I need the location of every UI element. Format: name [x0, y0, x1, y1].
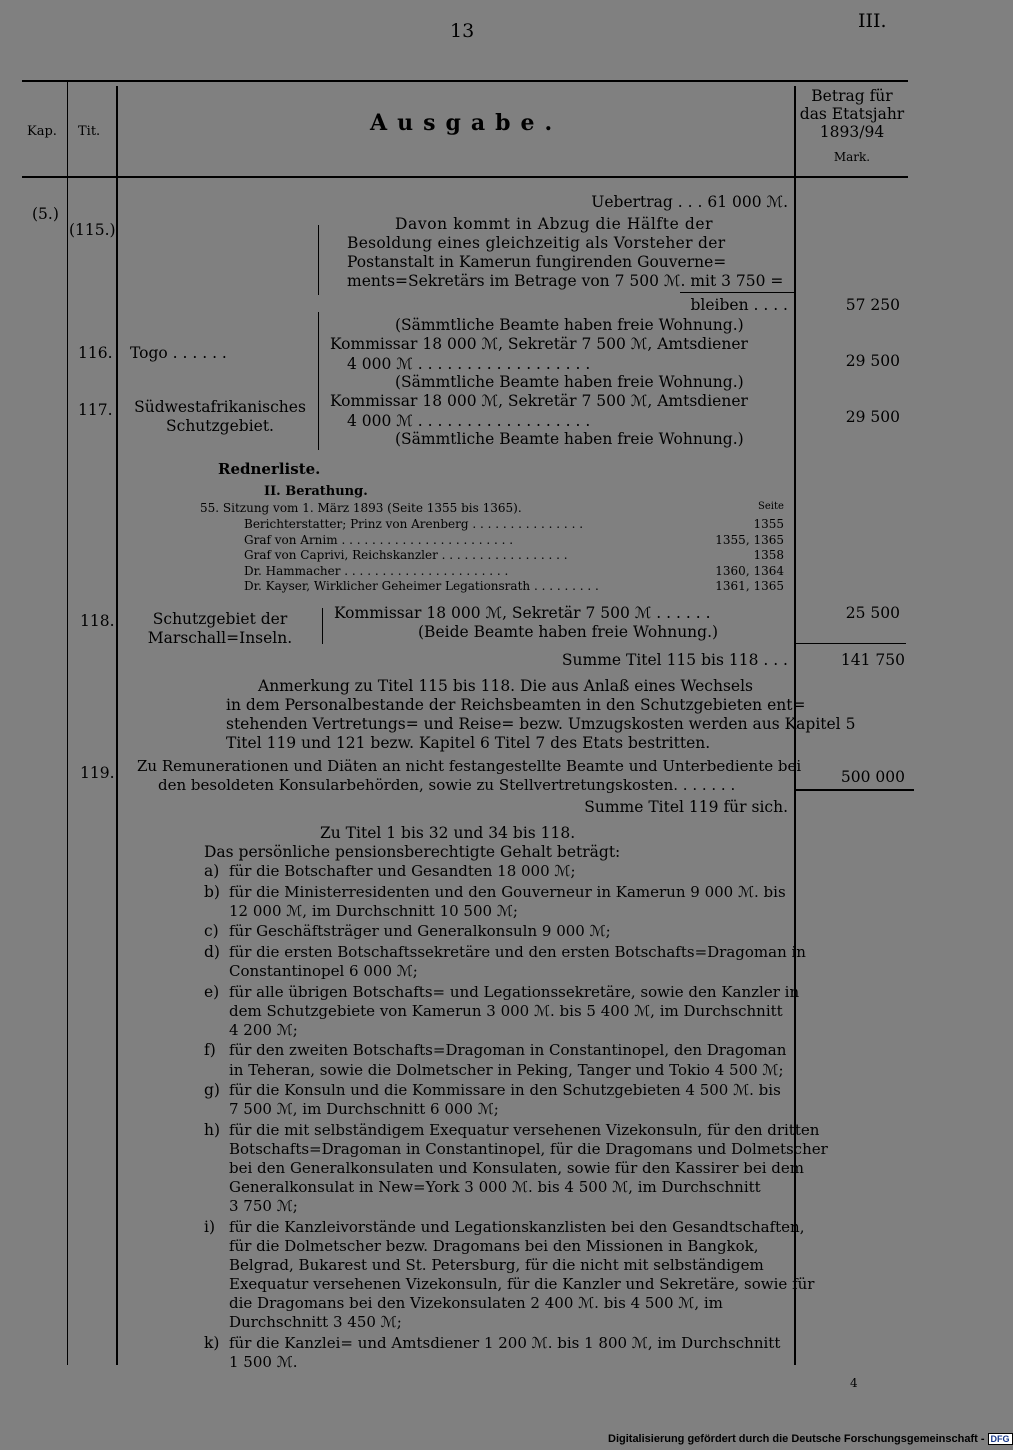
anmerkung-line-1: Anmerkung zu Titel 115 bis 118. Die aus Anlaß eines Wechsels	[258, 677, 753, 695]
msh-line-1: Kommissar 18 000 ℳ, Sekretär 7 500 ℳ . . . . . .	[334, 604, 711, 622]
list-item-line: 3 750 ℳ;	[229, 1197, 298, 1216]
list-item-line: für den zweiten Botschafts=Dragoman in Constantinopel, den Dragoman	[229, 1041, 787, 1060]
abzug-line-3: Postanstalt in Kamerun fungirenden Gouverne=	[347, 253, 727, 271]
speaker-name: Dr. Kayser, Wirklicher Geheimer Legationsrath . . . . . . . . .	[244, 579, 599, 593]
msh-label-1: Schutzgebiet der	[152, 610, 288, 628]
bracket-115	[318, 225, 319, 295]
speaker-name: Dr. Hammacher . . . . . . . . . . . . . . . . . . . . . .	[244, 563, 509, 578]
anmerkung-line-3: stehenden Vertretungs= und Reise= bezw. Umzugskosten werden aus Kapitel 5	[226, 715, 856, 733]
tit-119: 119.	[80, 764, 115, 782]
header-amount-1: Betrag für	[811, 87, 893, 105]
list-item-line: für die mit selbständigem Exequatur versehenen Vizekonsuln, für den dritten	[229, 1120, 820, 1139]
wohnung-note-3: (Sämmtliche Beamte haben freie Wohnung.)	[395, 430, 744, 448]
speaker-pages: 1355	[753, 517, 784, 531]
abzug-line-4: ments=Sekretärs im Betrage von 7 500 ℳ. mit 3 750 =	[347, 272, 784, 290]
list-item-line: Belgrad, Bukarest und St. Petersburg, für die nicht mit selbständigem	[229, 1256, 764, 1274]
sw-label-1: Südwestafrikanisches	[134, 398, 306, 416]
togo-line-2: 4 000 ℳ . . . . . . . . . . . . . . . . . .	[347, 355, 591, 373]
list-item-label: a)	[204, 862, 220, 880]
togo-amount: 29 500	[845, 352, 900, 370]
list-item-label: i)	[204, 1217, 216, 1236]
list-item-line: Generalkonsulat in New=York 3 000 ℳ. bis 4 500 ℳ, im Durchschnitt	[229, 1178, 761, 1197]
list-item-label: k)	[204, 1333, 220, 1352]
col-divider-kap	[67, 82, 68, 1365]
bracket-116	[318, 312, 319, 392]
list-item-line: für alle übrigen Botschafts= und Legationssekretäre, sowie den Kanzler in	[229, 982, 800, 1001]
togo-label: Togo . . . . . .	[130, 344, 227, 362]
col-divider-tit	[116, 86, 118, 1365]
dfg-logo: DFG	[988, 1433, 1013, 1445]
speaker-name: Berichterstatter; Prinz von Arenberg . . . . . . . . . . . . . . .	[244, 517, 584, 531]
speaker-name: Graf von Arnim . . . . . . . . . . . . . . . . . . . . . . .	[244, 532, 514, 547]
section-number: III.	[858, 10, 887, 32]
list-item-line: bei den Generalkonsulaten und Konsulaten, sowie für den Kassirer bei dem	[229, 1159, 805, 1177]
header-title: Ausgabe.	[370, 110, 563, 136]
summe-115-118-amount: 141 750	[840, 651, 905, 669]
list-item-label: g)	[204, 1081, 220, 1100]
list-item-line: 1 500 ℳ.	[229, 1353, 298, 1371]
msh-amount: 25 500	[845, 604, 900, 622]
wohnung-note-1: (Sämmtliche Beamte haben freie Wohnung.)	[395, 316, 744, 334]
list-item-label: f)	[204, 1041, 216, 1060]
list-item-line: für die Kanzlei= und Amtsdiener 1 200 ℳ. bis 1 800 ℳ, im Durchschnitt	[229, 1333, 781, 1352]
tit-116: 116.	[78, 344, 113, 362]
list-item-line: Botschafts=Dragoman in Constantinopel, für die Dragomans und Dolmetscher	[229, 1139, 828, 1158]
togo-line-1: Kommissar 18 000 ℳ, Sekretär 7 500 ℳ, Amtsdiener	[330, 335, 748, 353]
list-item-label: b)	[204, 882, 220, 901]
summe-115-118: Summe Titel 115 bis 118 . . .	[561, 651, 788, 669]
tit-115: (115.)	[69, 221, 116, 239]
bracket-117	[318, 392, 319, 450]
kap-5: (5.)	[32, 205, 59, 223]
list-item-line: für die Botschafter und Gesandten 18 000 ℳ;	[229, 862, 576, 880]
sw-label-2: Schutzgebiet.	[166, 417, 274, 435]
uebertrag: Uebertrag . . . 61 000 ℳ.	[591, 193, 788, 211]
rednerliste-seite: Seite	[758, 501, 784, 512]
speaker-pages: 1360, 1364	[715, 563, 784, 578]
rednerliste-session: 55. Sitzung vom 1. März 1893 (Seite 1355 bis 1365).	[200, 501, 522, 515]
abzug-line-2: Besoldung eines gleichzeitig als Vorsteher der	[347, 234, 726, 252]
t119-amount: 500 000	[840, 768, 905, 786]
rednerliste-subtitle: II. Berathung.	[264, 484, 368, 499]
bottom-page-number: 4	[850, 1376, 858, 1390]
list-item-line: in Teheran, sowie die Dolmetscher in Peking, Tanger und Tokio 4 500 ℳ;	[229, 1060, 784, 1079]
msh-label-2: Marschall=Inseln.	[147, 629, 293, 647]
list-item-line: für die Dolmetscher bezw. Dragomans bei den Missionen in Bangkok,	[229, 1236, 759, 1255]
speaker-name: Graf von Caprivi, Reichskanzler . . . . . . . . . . . . . . . . .	[244, 548, 568, 562]
abzug-line-1: Davon kommt in Abzug die Hälfte der	[395, 215, 714, 233]
list-item-line: für die ersten Botschaftssekretäre und den ersten Botschafts=Dragoman in	[229, 942, 806, 961]
gehalt-intro: Das persönliche pensionsberechtigte Gehalt beträgt:	[204, 843, 621, 861]
bleiben: bleiben . . . .	[690, 296, 788, 314]
header-amount-unit: Mark.	[833, 150, 871, 164]
list-item-label: d)	[204, 942, 220, 961]
list-item-label: h)	[204, 1120, 221, 1139]
speaker-pages: 1358	[753, 548, 784, 562]
tit-118: 118.	[80, 612, 115, 630]
footer-credit	[608, 1433, 1013, 1445]
sw-amount: 29 500	[845, 408, 900, 426]
bracket-118	[322, 608, 323, 644]
page-number: 13	[450, 20, 475, 42]
list-item-line: dem Schutzgebiete von Kamerun 3 000 ℳ. bis 5 400 ℳ, im Durchschnitt	[229, 1001, 783, 1020]
list-item-line: für die Kanzleivorstände und Legationskanzlisten bei den Gesandtschaften,	[229, 1217, 805, 1236]
msh-line-2: (Beide Beamte haben freie Wohnung.)	[418, 623, 719, 641]
subtotal-rule-119	[796, 789, 914, 791]
subtotal-rule-118	[796, 643, 906, 644]
speaker-pages: 1355, 1365	[715, 532, 784, 547]
header-amount-2: das Etatsjahr	[799, 105, 905, 123]
t119-line-2: den besoldeten Konsularbehörden, sowie zu Stellvertretungskosten. . . . . . .	[158, 776, 736, 794]
header-kap: Kap.	[27, 124, 57, 139]
bleiben-amount: 57 250	[845, 296, 900, 314]
sw-line-1: Kommissar 18 000 ℳ, Sekretär 7 500 ℳ, Amtsdiener	[330, 392, 748, 410]
t119-line-1: Zu Remunerationen und Diäten an nicht festangestellte Beamte und Unterbediente bei	[137, 757, 802, 775]
list-item-label: e)	[204, 982, 220, 1001]
anmerkung-line-2: in dem Personalbestande der Reichsbeamten in den Schutzgebieten ent=	[226, 696, 806, 714]
anmerkung-line-4: Titel 119 und 121 bezw. Kapitel 6 Titel 7 des Etats bestritten.	[226, 734, 711, 752]
table-top-rule	[22, 80, 908, 82]
summe-119: Summe Titel 119 für sich.	[584, 798, 788, 816]
footer-text: Digitalisierung gefördert durch die Deutsche Forschungsgemeinschaft -	[608, 1433, 985, 1445]
list-item-line: 4 200 ℳ;	[229, 1020, 298, 1039]
zu-titel-heading: Zu Titel 1 bis 32 und 34 bis 118.	[320, 824, 576, 842]
rednerliste-title: Rednerliste.	[218, 460, 321, 478]
wohnung-note-2: (Sämmtliche Beamte haben freie Wohnung.)	[395, 373, 744, 391]
list-item-line: für die Konsuln und die Kommissare in den Schutzgebieten 4 500 ℳ. bis	[229, 1081, 781, 1100]
list-item-line: Constantinopel 6 000 ℳ;	[229, 962, 418, 980]
sw-line-2: 4 000 ℳ . . . . . . . . . . . . . . . . . .	[347, 412, 591, 430]
list-item-line: 12 000 ℳ, im Durchschnitt 10 500 ℳ;	[229, 901, 518, 920]
list-item-line: Exequatur versehenen Vizekonsuln, für die Kanzler und Sekretäre, sowie für	[229, 1275, 815, 1294]
list-item-line: 7 500 ℳ, im Durchschnitt 6 000 ℳ;	[229, 1100, 499, 1119]
list-item-line: die Dragomans bei den Vizekonsulaten 2 400 ℳ. bis 4 500 ℳ, im	[229, 1294, 723, 1313]
list-item-line: für Geschäftsträger und Generalkonsuln 9 000 ℳ;	[229, 922, 611, 941]
list-item-line: für die Ministerresidenten und den Gouverneur in Kamerun 9 000 ℳ. bis	[229, 882, 786, 901]
header-tit: Tit.	[78, 124, 101, 139]
list-item-line: Durchschnitt 3 450 ℳ;	[229, 1313, 402, 1332]
table-header-rule	[22, 176, 908, 178]
abzug-subtotal-rule	[680, 292, 794, 293]
tit-117: 117.	[78, 401, 113, 419]
list-item-label: c)	[204, 922, 219, 941]
header-amount-3: 1893/94	[819, 123, 885, 141]
speaker-pages: 1361, 1365	[715, 579, 784, 593]
